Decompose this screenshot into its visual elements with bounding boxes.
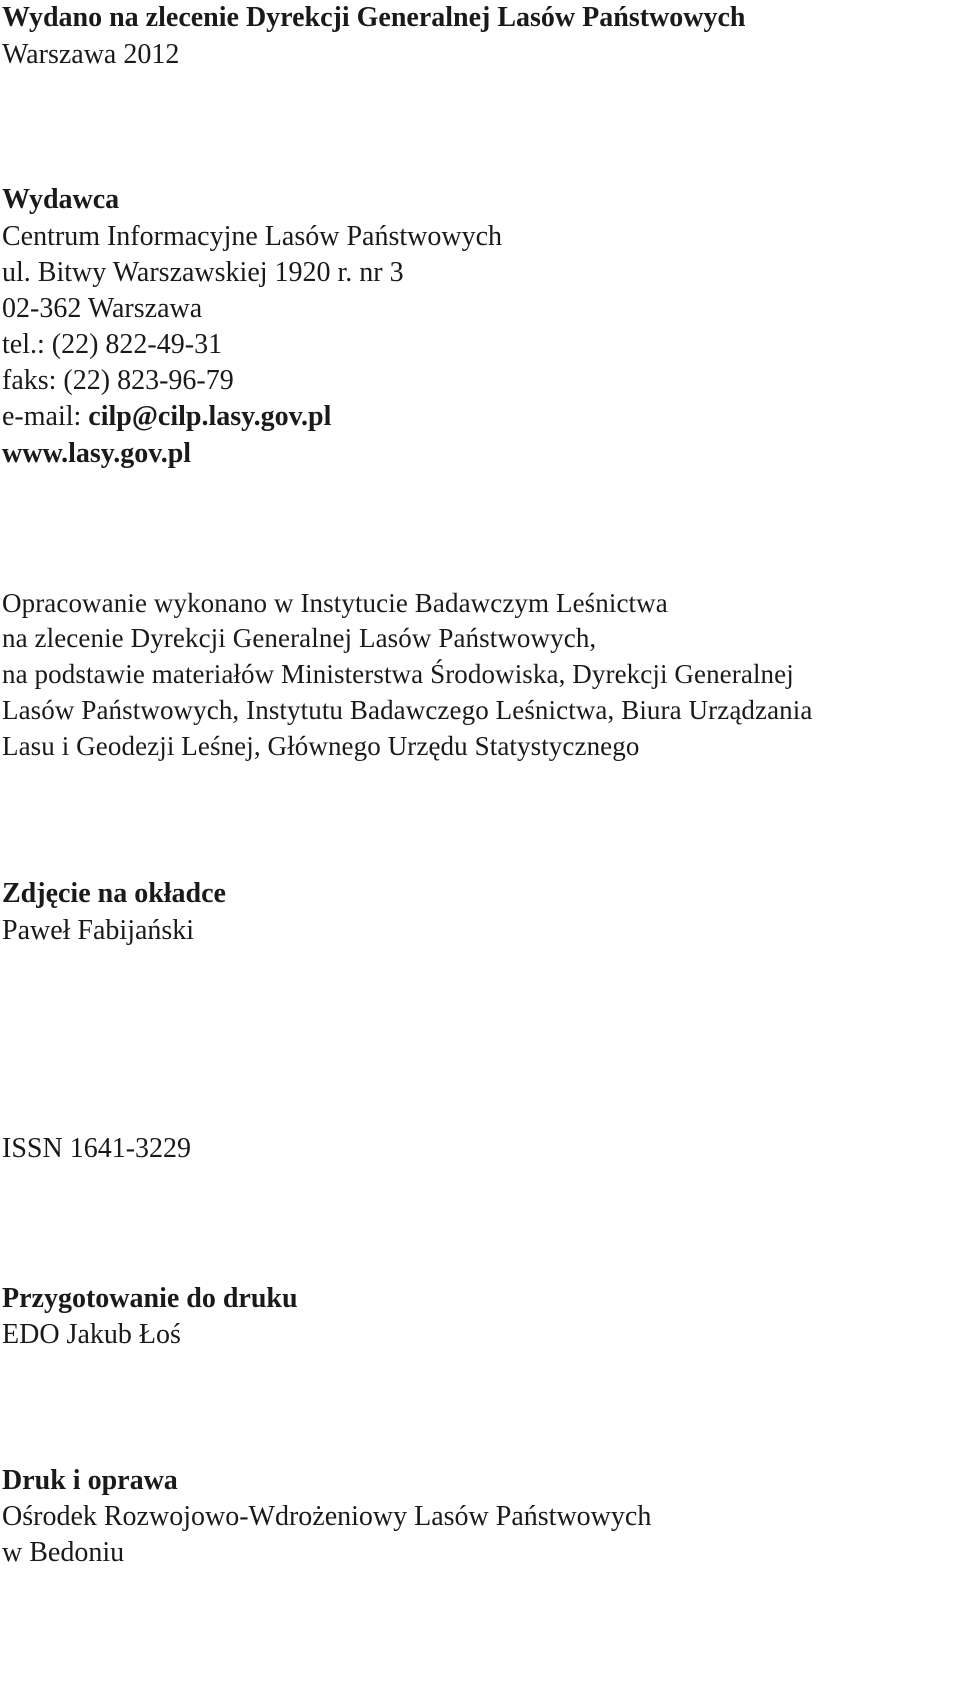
cover-photo-author: Paweł Fabijański [2,915,195,946]
printing-heading: Druk i oprawa [2,1465,178,1496]
place-year: Warszawa 2012 [2,39,180,70]
elaboration-line-4: Lasów Państwowych, Instytutu Badawczego Leśnictwa, Biura Urządzania [2,695,813,725]
publisher-name: Centrum Informacyjne Lasów Państwowych [2,221,502,252]
publisher-fax: faks: (22) 823-96-79 [2,365,234,396]
prepress-heading: Przygotowanie do druku [2,1283,298,1314]
printing-name-line-1: Ośrodek Rozwojowo-Wdrożeniowy Lasów Państwowych [2,1501,652,1532]
publisher-email-line [2,403,331,431]
email-link[interactable]: cilp@cilp.lasy.gov.pl [88,401,332,432]
website-link[interactable]: www.lasy.gov.pl [2,438,192,469]
cover-photo-heading: Zdjęcie na okładce [2,878,226,909]
email-label: e-mail: [2,401,89,432]
printing-name-line-2: w Bedoniu [2,1537,125,1568]
publisher-street: ul. Bitwy Warszawskiej 1920 r. nr 3 [2,257,404,288]
elaboration-line-1: Opracowanie wykonano w Instytucie Badawczym Leśnictwa [2,588,668,618]
prepress-name: EDO Jakub Łoś [2,1319,181,1350]
elaboration-line-3: na podstawie materiałów Ministerstwa Środowiska, Dyrekcji Generalnej [2,659,794,689]
elaboration-line-2: na zlecenie Dyrekcji Generalnej Lasów Państwowych, [2,623,597,653]
commission-line: Wydano na zlecenie Dyrekcji Generalnej Lasów Państwowych [2,2,746,33]
publisher-tel: tel.: (22) 822-49-31 [2,329,223,360]
publisher-heading: Wydawca [2,184,120,215]
elaboration-line-5: Lasu i Geodezji Leśnej, Głównego Urzędu Statystycznego [2,731,640,761]
issn-number: ISSN 1641-3229 [2,1133,192,1164]
publisher-city: 02-362 Warszawa [2,293,203,324]
